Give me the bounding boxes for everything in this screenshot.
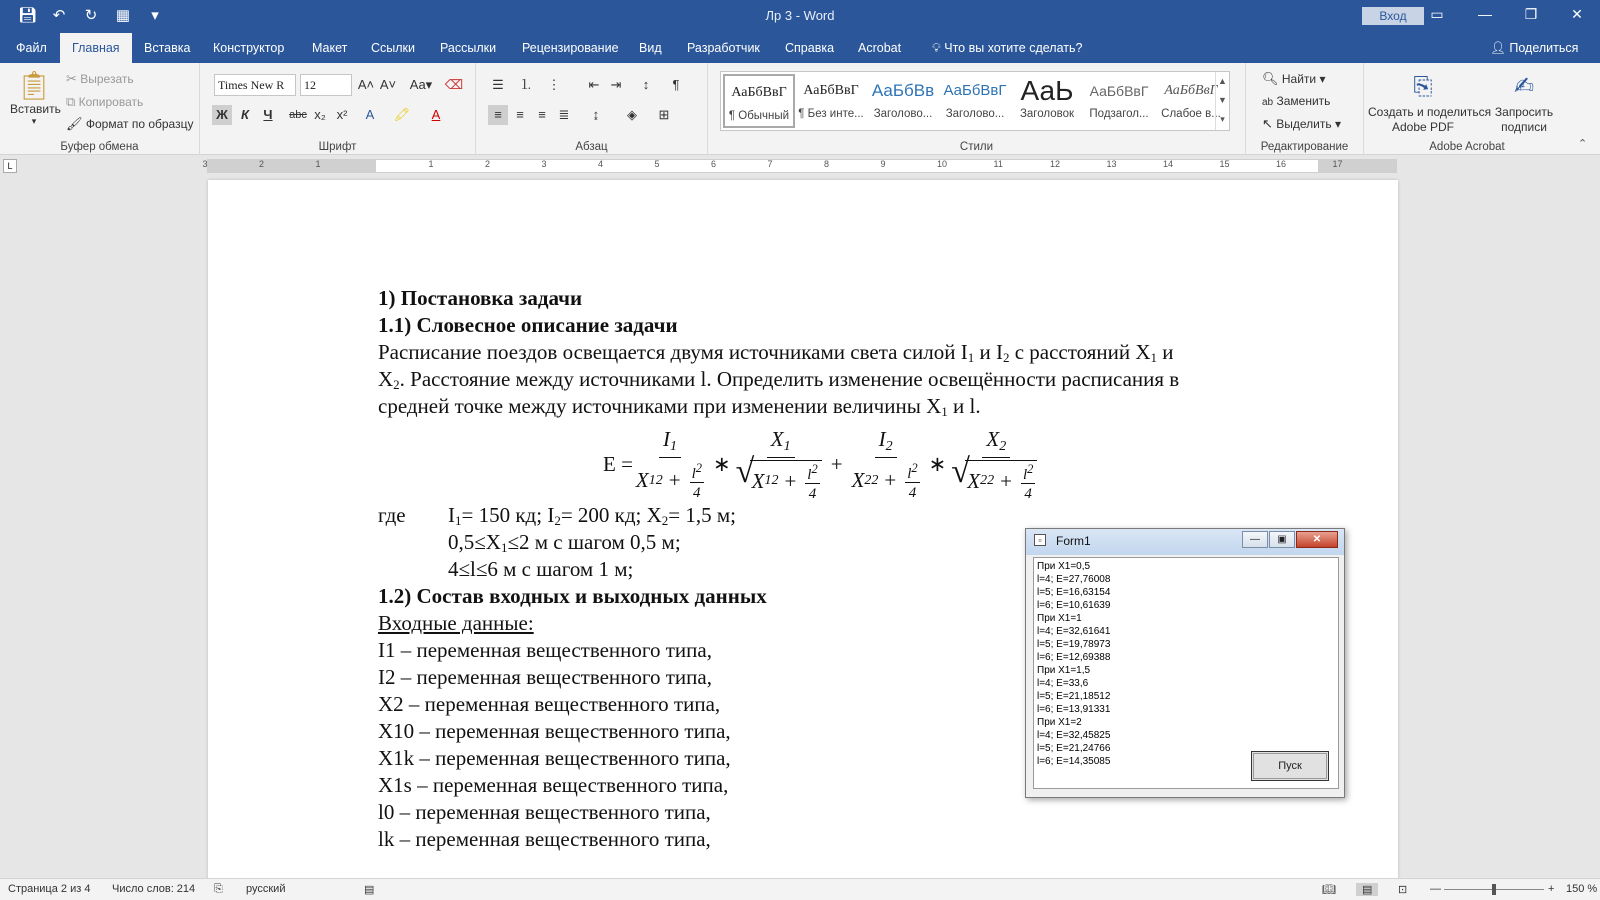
- ruler-number: 15: [1219, 159, 1230, 169]
- user-icon: 👤︎: [1490, 41, 1506, 55]
- tab-references[interactable]: Ссылки: [371, 41, 416, 55]
- fraction-denominator: [740, 458, 822, 502]
- maximize-icon[interactable]: ▣: [1269, 531, 1295, 548]
- ruler-bar[interactable]: [207, 159, 1397, 173]
- text-run: . Расстояние между источниками l. Определить изменение освещённости расписания в: [399, 367, 1180, 391]
- grow-font-icon[interactable]: A˄: [357, 77, 375, 92]
- bold-icon[interactable]: Ж: [212, 105, 232, 125]
- memo-line: l=4; E=27,76008: [1037, 574, 1111, 585]
- request-signatures-button[interactable]: [1486, 69, 1562, 135]
- style-name: Заголово...: [945, 108, 1005, 120]
- layout-icon[interactable]: ▦: [115, 7, 131, 24]
- fraction-denominator: [955, 458, 1037, 502]
- italic-icon[interactable]: К: [241, 107, 249, 122]
- page-counter[interactable]: Страница 2 из 4: [8, 883, 91, 895]
- memo-line: При X1=0,5: [1037, 561, 1091, 572]
- fraction: [955, 427, 1037, 502]
- form1-titlebar[interactable]: [1026, 529, 1344, 555]
- formula-lhs: E =: [603, 451, 633, 476]
- heading-1-1: 1.1) Словесное описание задачи: [378, 313, 678, 337]
- styles-group-label: Стили: [959, 141, 994, 153]
- zoom-slider-thumb[interactable]: [1492, 884, 1496, 895]
- lightbulb-icon: 💡︎: [932, 41, 941, 55]
- create-pdf-label-1: Создать и поделиться: [1368, 105, 1492, 119]
- select-button[interactable]: ↖ Выделить ▾: [1262, 116, 1341, 131]
- scissors-icon: ✂: [66, 71, 77, 86]
- editing-group: [1246, 63, 1364, 155]
- signature-icon: ✍︎: [1513, 73, 1535, 100]
- web-layout-icon[interactable]: ⊡: [1398, 884, 1408, 896]
- tab-view[interactable]: Вид: [639, 41, 662, 55]
- plus-sign: +: [830, 451, 843, 476]
- fraction-numerator: X1: [767, 427, 795, 458]
- var-line: I2 – переменная вещественного типа,: [378, 665, 712, 689]
- find-label: Найти: [1281, 72, 1317, 86]
- run-button[interactable]: Пуск: [1251, 751, 1329, 781]
- proofing-icon[interactable]: ⎘: [214, 883, 223, 895]
- strikethrough-icon[interactable]: abc: [289, 109, 307, 121]
- subscript: 2: [554, 513, 561, 528]
- cut-label: Вырезать: [80, 72, 134, 86]
- style-name: Заголовок: [1019, 108, 1075, 120]
- style-preview: АаБбВвГ: [1164, 83, 1218, 98]
- ruler-number: 1: [315, 159, 321, 169]
- text-run: средней точке между источниками при изменении величины X: [378, 394, 942, 418]
- para-description-3: [378, 393, 1298, 420]
- multiply-sign: ∗: [928, 451, 947, 476]
- memo-line: При X1=1,5: [1037, 665, 1091, 676]
- font-group: [200, 63, 476, 155]
- text-run: и l.: [947, 394, 981, 418]
- ruler-margin-right: [1318, 160, 1396, 172]
- subscript: 2: [1002, 350, 1010, 365]
- style-name: ¶ Без инте...: [798, 108, 864, 120]
- text-run: = 150 кд; I: [461, 503, 555, 527]
- clipboard-icon: 📋︎: [16, 70, 52, 101]
- word-count[interactable]: Число слов: 214: [112, 883, 196, 895]
- style-name: Заголово...: [873, 108, 933, 120]
- clear-format-icon[interactable]: ⌫: [444, 77, 464, 92]
- memo-line: l=4; E=33,6: [1037, 678, 1089, 689]
- ruler-number: 10: [937, 159, 948, 169]
- memo-line: l=5; E=16,63154: [1037, 587, 1111, 598]
- sqrt: √ X 2 2 + $\frac{l^2}{4}$: [965, 460, 1037, 502]
- tell-me-label: Что вы хотите сделать?: [944, 41, 1083, 55]
- request-label-2: подписи: [1501, 120, 1547, 134]
- style-name: Слабое в...: [1161, 108, 1221, 120]
- fraction-denominator: X 2 2 + $\frac{l^2}{4}$: [851, 461, 918, 501]
- ruler-number: 8: [824, 159, 830, 169]
- text-effects-icon[interactable]: A: [365, 107, 375, 122]
- paragraph-group-label: Абзац: [575, 141, 608, 153]
- format-painter-button[interactable]: [66, 116, 193, 132]
- memo-line: При X1=1: [1037, 613, 1082, 624]
- window-title: Лр 3 - Word: [765, 8, 835, 23]
- change-case-icon[interactable]: Aa▾: [409, 77, 433, 92]
- language-indicator[interactable]: русский: [246, 883, 286, 895]
- tab-review[interactable]: Рецензирование: [522, 41, 619, 55]
- undo-icon[interactable]: ↶: [52, 7, 66, 24]
- select-label: Выделить: [1276, 117, 1332, 131]
- format-painter-label: Формат по образцу: [85, 117, 194, 131]
- text-run: Расписание поездов освещается двумя источниками света силой I: [378, 340, 968, 364]
- text-run: = 1,5 м;: [668, 503, 737, 527]
- subscript: 1: [500, 540, 508, 555]
- style-preview: АаБбВвГ: [803, 83, 859, 98]
- ruler-number: 3: [541, 159, 547, 169]
- ruler-number: 4: [598, 159, 604, 169]
- line-spacing-icon[interactable]: ↨: [592, 107, 600, 122]
- var-line: X10 – переменная вещественного типа,: [378, 719, 731, 743]
- zoom-in-icon[interactable]: +: [1548, 883, 1555, 895]
- style-preview: АаБбВвГ: [943, 82, 1007, 99]
- memo-line: l=5; E=21,24766: [1037, 743, 1111, 754]
- sort-icon[interactable]: ↕: [642, 77, 650, 92]
- subscript: 1: [941, 404, 948, 419]
- share-button[interactable]: [1490, 33, 1578, 63]
- fraction: [852, 427, 920, 501]
- save-icon[interactable]: 💾︎: [18, 7, 38, 24]
- tab-design[interactable]: Конструктор: [213, 41, 285, 55]
- form1-window[interactable]: [1025, 528, 1345, 798]
- align-left-icon[interactable]: ≡: [488, 105, 508, 125]
- highlight-icon[interactable]: 🖍︎: [393, 107, 411, 122]
- var-line: l0 – переменная вещественного типа,: [378, 800, 711, 824]
- style-title[interactable]: [1011, 74, 1083, 128]
- font-group-label: Шрифт: [318, 141, 357, 153]
- ribbon-tabs: [0, 33, 1600, 63]
- multiply-sign: ∗: [713, 451, 731, 476]
- acrobat-group-label: Adobe Acrobat: [1429, 141, 1505, 153]
- memo-line: При X1=2: [1037, 717, 1082, 728]
- heading-1: 1) Постановка задачи: [378, 286, 583, 310]
- memo-line: l=6; E=10,61639: [1037, 600, 1111, 611]
- find-button[interactable]: 🔍︎ Найти ▾: [1262, 71, 1326, 86]
- justify-icon[interactable]: ≣: [558, 107, 570, 122]
- replace-label: Заменить: [1276, 94, 1331, 108]
- given-line-1: [378, 502, 1298, 529]
- copy-button[interactable]: [66, 94, 143, 110]
- style-name: Подзагол...: [1089, 108, 1149, 120]
- subscript-icon[interactable]: x₂: [314, 107, 326, 122]
- numbering-icon[interactable]: ⒈: [519, 77, 533, 92]
- style-preview: АаЬ: [1020, 75, 1074, 106]
- styles-scroll[interactable]: ▲ ▼ ▾: [1215, 72, 1229, 130]
- share-label: Поделиться: [1509, 41, 1579, 55]
- search-icon: 🔍︎: [1262, 71, 1279, 86]
- fraction: [740, 427, 822, 502]
- align-right-icon[interactable]: ≡: [538, 107, 546, 122]
- increase-indent-icon[interactable]: ⇥: [610, 77, 622, 92]
- var-line: X2 – переменная вещественного типа,: [378, 692, 721, 716]
- create-pdf-button[interactable]: [1368, 69, 1492, 135]
- fraction: [636, 427, 704, 501]
- memo-line: l=4; E=32,45825: [1037, 730, 1111, 741]
- style-heading1[interactable]: [867, 74, 939, 128]
- style-preview: АаБбВвГ: [731, 85, 787, 100]
- macro-record-icon[interactable]: ▤: [364, 884, 375, 896]
- tab-insert[interactable]: Вставка: [144, 41, 191, 55]
- fraction-numerator: I1: [659, 427, 681, 458]
- clipboard-group-label: Буфер обмена: [60, 141, 139, 153]
- text-run: ≤2 м с шагом 0,5 м;: [507, 530, 681, 554]
- subscript: 1: [1150, 350, 1158, 365]
- memo-line: l=6; E=12,69388: [1037, 652, 1111, 663]
- acrobat-group: [1364, 63, 1570, 155]
- cut-button[interactable]: [66, 71, 134, 87]
- paragraph-group: [476, 63, 708, 155]
- pdf-share-icon: ⎘: [1413, 73, 1433, 100]
- cursor-icon: ↖: [1262, 116, 1273, 131]
- shrink-font-icon[interactable]: A˅: [379, 77, 397, 92]
- ruler-number: 1: [428, 159, 434, 169]
- style-normal[interactable]: [723, 74, 795, 128]
- copy-label: Копировать: [78, 95, 144, 109]
- create-pdf-label-2: Adobe PDF: [1391, 120, 1455, 134]
- ruler: [0, 156, 1600, 176]
- minimize-icon[interactable]: —: [1478, 6, 1492, 22]
- ruler-number: 14: [1163, 159, 1174, 169]
- tab-layout[interactable]: Макет: [312, 41, 348, 55]
- clipboard-group: [0, 63, 200, 155]
- ruler-number: 3: [202, 159, 208, 169]
- text-run: с расстояний X: [1009, 340, 1151, 364]
- given-line-3: 4≤l≤6 м с шагом 1 м;: [448, 557, 634, 581]
- memo-line: l=4; E=32,61641: [1037, 626, 1111, 637]
- memo-line: l=6; E=14,35085: [1037, 756, 1111, 767]
- ruler-number: 6: [711, 159, 717, 169]
- styles-gallery: [720, 71, 1230, 131]
- font-size-combo[interactable]: 12: [300, 74, 352, 96]
- copy-icon: ⧉: [66, 94, 76, 109]
- zoom-out-icon[interactable]: —: [1430, 883, 1441, 895]
- underline-icon[interactable]: Ч: [263, 107, 273, 122]
- restore-icon[interactable]: ❐: [1524, 6, 1538, 22]
- ruler-number: 2: [259, 159, 265, 169]
- form-app-icon: ▫: [1034, 534, 1046, 546]
- shading-icon[interactable]: ◈: [627, 107, 637, 122]
- close-icon[interactable]: ✕: [1296, 531, 1338, 548]
- var-line: X1k – переменная вещественного типа,: [378, 746, 731, 770]
- para-description-2: [378, 366, 1298, 393]
- align-center-icon[interactable]: ≡: [516, 107, 524, 122]
- ruler-number: 5: [654, 159, 660, 169]
- decrease-indent-icon[interactable]: ⇤: [588, 77, 600, 92]
- heading-1-2: 1.2) Состав входных и выходных данных: [378, 584, 767, 608]
- fraction-denominator: X 1 2 + $\frac{l^2}{4}$: [635, 461, 703, 501]
- tab-selector[interactable]: L: [3, 159, 17, 173]
- subscript: 1: [455, 513, 462, 528]
- var-line: X1s – переменная вещественного типа,: [378, 773, 729, 797]
- ruler-number: 16: [1276, 159, 1287, 169]
- tab-home[interactable]: Главная: [60, 33, 132, 63]
- ruler-number: 12: [1050, 159, 1061, 169]
- ribbon: [0, 63, 1600, 155]
- fraction-numerator: X2: [982, 427, 1010, 458]
- collapse-ribbon-icon[interactable]: ⌃: [1578, 138, 1588, 150]
- borders-icon[interactable]: ⊞: [658, 107, 670, 122]
- read-mode-icon[interactable]: 📖︎: [1322, 884, 1336, 896]
- ruler-margin-left: [208, 160, 376, 172]
- replace-button[interactable]: [1262, 94, 1330, 108]
- tab-acrobat[interactable]: Acrobat: [858, 41, 902, 55]
- print-layout-icon[interactable]: ▤: [1356, 883, 1378, 896]
- tab-developer[interactable]: Разработчик: [687, 41, 760, 55]
- where-label: где: [378, 503, 406, 527]
- status-bar: [0, 878, 1600, 900]
- paste-button[interactable]: [10, 69, 61, 127]
- ribbon-display-icon[interactable]: ▭: [1430, 6, 1444, 22]
- text-run: и I: [974, 340, 1003, 364]
- minimize-icon[interactable]: —: [1242, 531, 1268, 548]
- customize-icon[interactable]: ▾: [151, 7, 159, 24]
- memo-line: l=6; E=13,91331: [1037, 704, 1111, 715]
- bullets-icon[interactable]: ☰: [492, 77, 504, 92]
- ruler-number: 2: [485, 159, 491, 169]
- ruler-number: 11: [993, 159, 1003, 169]
- paste-label: Вставить: [10, 102, 61, 116]
- login-button[interactable]: Вход: [1362, 7, 1424, 25]
- text-run: I: [448, 503, 455, 527]
- form1-title: Form1: [1056, 534, 1091, 548]
- request-label-1: Запросить: [1494, 105, 1554, 119]
- style-preview: АаБбВв: [871, 81, 935, 100]
- style-preview: АаБбВвГ: [1089, 83, 1149, 99]
- redo-icon[interactable]: ↻: [84, 7, 98, 24]
- text-run: = 200 кд; X: [560, 503, 662, 527]
- pilcrow-icon[interactable]: ¶: [672, 77, 680, 92]
- illumination-formula[interactable]: [603, 423, 1040, 505]
- font-color-icon[interactable]: A: [431, 107, 441, 122]
- var-line: lk – переменная вещественного типа,: [378, 827, 711, 851]
- zoom-level[interactable]: 150 %: [1566, 883, 1598, 895]
- style-heading2[interactable]: [939, 74, 1011, 128]
- multilevel-list-icon[interactable]: ⋮: [547, 77, 561, 92]
- memo-line: l=5; E=21,18512: [1037, 691, 1111, 702]
- tell-me-search[interactable]: [920, 33, 1094, 63]
- ruler-number: 7: [767, 159, 773, 169]
- ruler-number: 9: [880, 159, 886, 169]
- replace-icon: ab: [1262, 97, 1274, 108]
- editing-group-label: Редактирование: [1260, 141, 1349, 153]
- brush-icon: 🖌︎: [66, 116, 83, 131]
- superscript-icon[interactable]: x²: [336, 107, 348, 122]
- font-family-combo[interactable]: Times New R: [214, 74, 296, 96]
- fraction-numerator: I2: [875, 427, 897, 458]
- close-icon[interactable]: ✕: [1571, 6, 1583, 22]
- input-data-label: Входные данные:: [378, 611, 534, 635]
- tab-help[interactable]: Справка: [785, 41, 835, 55]
- text-run: и: [1157, 340, 1174, 364]
- ruler-number: 17: [1332, 159, 1343, 169]
- sqrt: √ X 1 2 + $\frac{l^2}{4}$: [750, 460, 822, 502]
- title-bar: [0, 0, 1600, 33]
- style-subtitle[interactable]: [1083, 74, 1155, 128]
- subscript: 1: [967, 350, 975, 365]
- var-line: I1 – переменная вещественного типа,: [378, 638, 712, 662]
- tab-file[interactable]: Файл: [16, 41, 47, 55]
- style-no-spacing[interactable]: [795, 74, 867, 128]
- subscript: 2: [393, 377, 400, 392]
- subscript: 2: [661, 513, 669, 528]
- text-run: 0,5≤X: [448, 530, 501, 554]
- ruler-number: 13: [1106, 159, 1117, 169]
- paste-dropdown-icon[interactable]: ▾: [31, 116, 37, 126]
- tab-mailings[interactable]: Рассылки: [440, 41, 497, 55]
- text-run: X: [378, 367, 394, 391]
- style-name: ¶ Обычный: [728, 110, 790, 122]
- para-description-1: [378, 339, 1298, 366]
- memo-line: l=5; E=19,78973: [1037, 639, 1111, 650]
